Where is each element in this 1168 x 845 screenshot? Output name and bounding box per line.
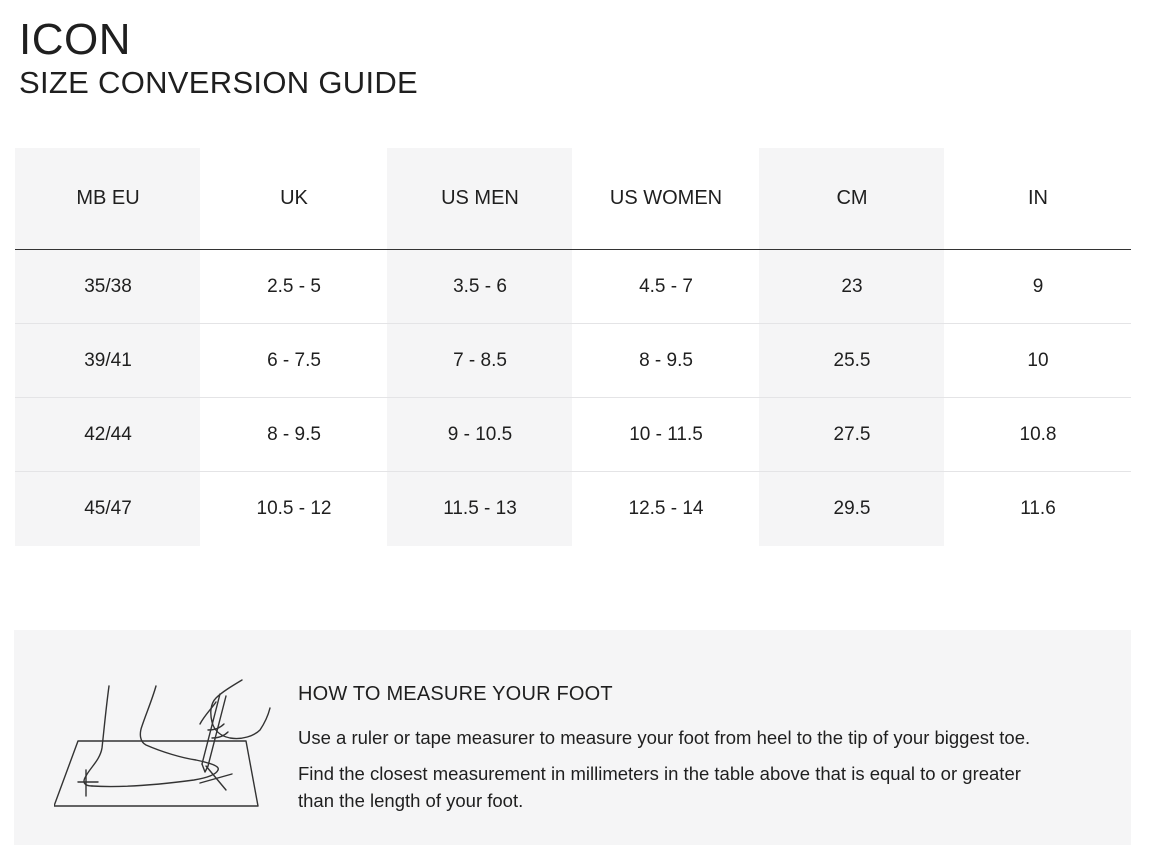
table-cell: 10 - 11.5 <box>629 423 703 445</box>
table-row <box>15 250 1131 324</box>
table-cell: 27.5 <box>833 423 871 445</box>
table-cell: 3.5 - 6 <box>453 275 507 297</box>
table-cell: 25.5 <box>833 349 871 371</box>
table-cell: 29.5 <box>833 498 871 519</box>
table-cell: 6 - 7.5 <box>267 349 321 371</box>
table-cell: 2.5 - 5 <box>267 275 321 297</box>
table-cell: 39/41 <box>84 349 132 371</box>
table-cell: 4.5 - 7 <box>639 275 693 297</box>
column-header: UK <box>280 187 308 209</box>
column-header: US MEN <box>441 187 519 209</box>
table-cell: 9 - 10.5 <box>447 423 513 445</box>
table-cell: 7 - 8.5 <box>453 349 507 371</box>
size-conversion-table <box>15 148 1131 546</box>
column-header: US WOMEN <box>609 187 723 209</box>
table-cell: 9 <box>1032 275 1044 297</box>
column-header: MB EU <box>76 187 140 209</box>
table-cell: 11.5 - 13 <box>443 498 517 519</box>
measure-step-1: Use a ruler or tape measurer to measure your foot from heel to the tip of your biggest toe. <box>298 727 1031 748</box>
table-cell: 11.6 <box>1020 498 1056 519</box>
table-cell: 10.8 <box>1019 423 1057 445</box>
foot-measure-illustration-icon <box>54 678 274 813</box>
column-header: IN <box>1028 187 1048 209</box>
table-row <box>15 324 1131 398</box>
table-cell: 45/47 <box>84 498 132 519</box>
table-row <box>15 472 1131 546</box>
table-cell: 10.5 - 12 <box>256 498 332 519</box>
table-cell: 35/38 <box>84 275 132 297</box>
table-header-row <box>15 148 1131 250</box>
table-cell: 42/44 <box>84 423 132 445</box>
brand-title: ICON <box>19 15 131 64</box>
measure-instructions-panel <box>14 630 1131 845</box>
table-cell: 12.5 - 14 <box>628 498 704 519</box>
column-header: CM <box>836 187 868 209</box>
table-cell: 23 <box>841 275 863 297</box>
measure-title: HOW TO MEASURE YOUR FOOT <box>298 683 613 705</box>
page-subtitle: SIZE CONVERSION GUIDE <box>19 65 419 100</box>
measure-step-2-line-2: than the length of your foot. <box>298 790 524 811</box>
table-cell: 8 - 9.5 <box>267 423 321 445</box>
measure-step-2-line-1: Find the closest measurement in millimeters in the table above that is equal to or greater <box>298 763 1021 784</box>
table-row <box>15 398 1131 472</box>
table-cell: 10 <box>1027 349 1049 371</box>
table-cell: 8 - 9.5 <box>639 349 693 371</box>
